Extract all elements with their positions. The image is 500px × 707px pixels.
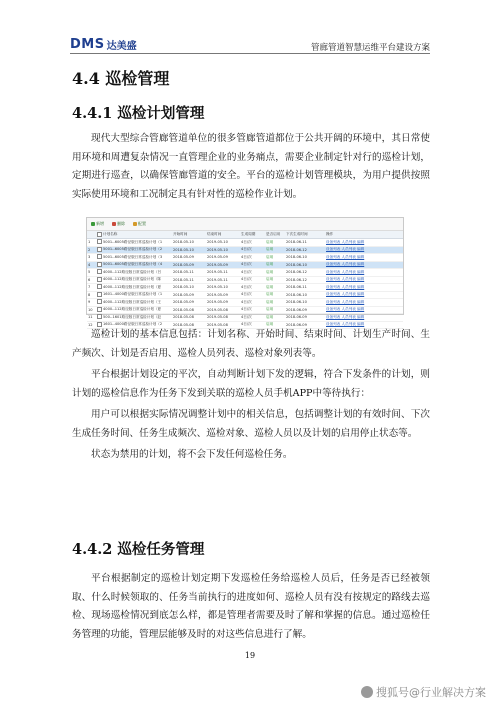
next-time-cell: 2018-06-11 [285,239,325,247]
row-index: 8 [87,291,96,299]
company-logo [70,37,137,52]
start-time-cell: 2018-05-11 [172,269,206,277]
start-time-cell: 2018-05-09 [172,254,206,262]
row-index: 2 [87,246,96,254]
column-header-checkbox[interactable] [96,231,102,239]
row-index: 3 [87,254,96,262]
status-cell: 启用 [265,291,285,299]
add-button[interactable]: 新增 [91,221,104,227]
table-row[interactable] [87,306,403,314]
page-header [0,0,500,52]
plan-name-cell: 4000--112路径版日常巡检计划（王 [102,299,172,307]
table-row[interactable] [87,261,403,269]
row-actions[interactable]: 设备列表 人员列表 编辑 [325,276,403,284]
next-time-cell: 2018-06-10 [285,291,325,299]
row-checkbox-cell[interactable] [96,284,102,292]
row-checkbox[interactable] [97,292,102,297]
row-checkbox[interactable] [97,247,102,252]
cycle-cell: 4日/次 [240,276,265,284]
config-button[interactable]: 配置 [133,221,146,227]
start-time-cell: 2018-05-08 [172,314,206,322]
page-number: 19 [244,651,256,660]
table-row[interactable] [87,299,403,307]
status-cell: 启用 [265,306,285,314]
status-cell: 启用 [265,254,285,262]
status-cell: 启用 [265,246,285,254]
next-time-cell: 2018-06-10 [285,254,325,262]
next-time-cell: 2018-06-09 [285,306,325,314]
row-actions[interactable]: 设备列表 人员列表 编辑 [325,291,403,299]
row-index: 7 [87,284,96,292]
cycle-cell: 4日/次 [240,254,265,262]
start-time-cell: 2018-05-10 [172,284,206,292]
section-heading: 4.4 巡检管理 [72,69,170,88]
row-checkbox[interactable] [97,277,102,282]
header-divider [70,53,430,54]
plan-table [87,231,403,329]
start-time-cell: 2018-05-11 [172,276,206,284]
next-time-cell: 2018-06-10 [285,261,325,269]
table-body [87,239,403,329]
cycle-cell: 4日/次 [240,239,265,247]
status-cell: 启用 [265,269,285,277]
end-time-cell: 2019-05-09 [206,291,240,299]
row-checkbox[interactable] [97,284,102,289]
start-time-cell: 2018-05-10 [172,246,206,254]
cycle-cell: 4日/次 [240,291,265,299]
row-actions[interactable]: 设备列表 人员列表 编辑 [325,269,403,277]
row-checkbox-cell[interactable] [96,254,102,262]
table-row[interactable] [87,284,403,292]
end-time-cell: 2019-05-10 [206,246,240,254]
table-header-row [87,231,403,239]
status-cell: 启用 [265,284,285,292]
status-cell: 启用 [265,321,285,329]
end-time-cell: 2019-05-08 [206,306,240,314]
column-header: 是否启用 [265,231,285,239]
status-cell: 启用 [265,314,285,322]
start-time-cell: 2018-05-09 [172,261,206,269]
column-header [87,231,96,239]
table-row[interactable] [87,239,403,247]
row-actions[interactable]: 设备列表 人员列表 编辑 [325,246,403,254]
end-time-cell: 2019-05-08 [206,321,240,329]
end-time-cell: 2019-05-09 [206,261,240,269]
row-checkbox[interactable] [97,269,102,274]
plan-name-cell: 500--1601路径版日常巡检计划（赵 [102,314,172,322]
column-header: 下次生成时间 [285,231,325,239]
plan-name-cell: 5001--6005路径版日常巡检计划（1 [102,239,172,247]
end-time-cell: 2019-05-11 [206,269,240,277]
next-time-cell: 2018-06-12 [285,269,325,277]
disabled-paragraph: 状态为禁用的计划，将不会下发任何巡检任务。 [91,449,293,460]
row-checkbox-cell[interactable] [96,269,102,277]
end-time-cell: 2019-05-09 [206,254,240,262]
row-checkbox[interactable] [97,307,102,312]
column-header: 生成周期 [240,231,265,239]
end-time-cell: 2019-05-08 [206,314,240,322]
row-actions[interactable]: 设备列表 人员列表 编辑 [325,254,403,262]
row-checkbox-cell[interactable] [96,299,102,307]
cycle-cell: 4日/次 [240,306,265,314]
config-icon [133,222,137,226]
logo-text: 达美盛 [106,41,137,52]
next-time-cell: 2018-06-10 [285,299,325,307]
cycle-cell: 4日/次 [240,246,265,254]
column-header: 操作 [325,231,403,239]
row-index: 9 [87,299,96,307]
row-checkbox-cell[interactable] [96,306,102,314]
start-time-cell: 2018-05-08 [172,306,206,314]
add-icon [91,222,95,226]
intro-paragraph: 现代大型综合管廊管道单位的很多管廊管道都位于公共开阔的环境中，其日常使用环境和周遭复杂情况一直管理企业的业务痛点，需要企业制定针对行的巡检计划，定期进行巡查，以确保管廊管道的安全。平台的巡检计划管理模块，为用户提供按照实际使用环境和工况制定具有针对性的巡检作业计划。 [72,133,430,200]
table-row[interactable] [87,246,403,254]
row-index: 11 [87,314,96,322]
start-time-cell: 2018-05-10 [172,239,206,247]
status-cell: 启用 [265,261,285,269]
row-checkbox-cell[interactable] [96,314,102,322]
plan-name-cell: 4000--112路径版日常巡检计划（吕 [102,269,172,277]
end-time-cell: 2019-05-11 [206,276,240,284]
column-header: 结束时间 [206,231,240,239]
row-checkbox[interactable] [97,299,102,304]
row-index: 5 [87,269,96,277]
plan-name-cell: 1601--4000路径版日常巡检计划（2 [102,321,172,329]
watermark [361,684,486,700]
basic-info-paragraph: 巡检计划的基本信息包括：计划名称、开始时间、结束时间、计划生产时间、生产频次、计划是否启用、巡检人员列表、巡检对象列表等。 [72,329,430,359]
end-time-cell: 2019-05-10 [206,284,240,292]
column-header: 开始时间 [172,231,206,239]
row-index: 10 [87,306,96,314]
plan-name-cell: 5001--6005路径版日常巡检计划（2 [102,246,172,254]
start-time-cell: 2018-05-08 [172,321,206,329]
sohu-icon [361,686,373,698]
row-checkbox-cell[interactable] [96,261,102,269]
table-row[interactable] [87,314,403,322]
cycle-cell: 4日/次 [240,314,265,322]
status-cell: 启用 [265,276,285,284]
table-row[interactable] [87,291,403,299]
dispatch-paragraph: 平台根据计划设定的平次，自动判断计划下发的逻辑，符合下发条件的计划，则计划的巡检信息作为任务下发到关联的巡检人员手机APP中等待执行： [72,369,430,399]
row-index: 1 [87,239,96,247]
document-title: 管廊管道智慧运维平台建设方案 [310,43,430,53]
select-all-checkbox[interactable] [97,232,102,237]
end-time-cell: 2019-05-09 [206,299,240,307]
table-row[interactable] [87,269,403,277]
delete-icon [112,222,116,226]
row-index: 12 [87,321,96,329]
row-actions[interactable]: 设备列表 人员列表 编辑 [325,299,403,307]
row-actions[interactable]: 设备列表 人员列表 编辑 [325,239,403,247]
plan-name-cell: 4000--112路径版日常巡检计划（夏 [102,306,172,314]
subsection-heading-task: 4.4.2 巡检任务管理 [72,541,205,558]
cycle-cell: 4日/次 [240,284,265,292]
start-time-cell: 2018-05-09 [172,291,206,299]
table-row[interactable] [87,276,403,284]
row-actions[interactable]: 设备列表 人员列表 编辑 [325,321,403,329]
plan-name-cell: 4000--112路径版日常巡检计划（夏 [102,284,172,292]
row-checkbox-cell[interactable] [96,276,102,284]
cycle-cell: 4日/次 [240,321,265,329]
watermark-text: 搜狐号@行业解决方案 [376,686,486,699]
row-actions[interactable]: 设备列表 人员列表 编辑 [325,284,403,292]
plan-name-cell: 5001--6005路径版日常巡检计划（3 [102,254,172,262]
logo-mark: DMS [70,37,105,52]
row-checkbox-cell[interactable] [96,291,102,299]
next-time-cell: 2018-06-11 [285,284,325,292]
table-row[interactable] [87,254,403,262]
end-time-cell: 2019-05-10 [206,239,240,247]
plan-name-cell: 1601--4000路径版日常巡检计划（1 [102,291,172,299]
row-index: 4 [87,261,96,269]
plan-name-cell: 5001--6005路径版日常巡检计划（4 [102,261,172,269]
row-actions[interactable]: 设备列表 人员列表 编辑 [325,314,403,322]
status-cell: 启用 [265,299,285,307]
row-checkbox[interactable] [97,239,102,244]
row-actions[interactable]: 设备列表 人员列表 编辑 [325,261,403,269]
cycle-cell: 4日/次 [240,269,265,277]
task-paragraph: 平台根据制定的巡检计划定期下发巡检任务给巡检人员后，任务是否已经被领取、什么时候领取的、任务当前执行的进度如何、巡检人员有没有按规定的路线去巡检、现场巡检情况到底怎么样，都是管理者需要及时了解和掌握的信息。通过巡检任务管理的功能，管理层能够及时的对这些信息进行了解。 [72,573,430,640]
cycle-cell: 4日/次 [240,299,265,307]
row-checkbox-cell[interactable] [96,246,102,254]
next-time-cell: 2018-06-09 [285,314,325,322]
row-checkbox[interactable] [97,314,102,319]
cycle-cell: 4日/次 [240,261,265,269]
next-time-cell: 2018-06-12 [285,276,325,284]
row-checkbox-cell[interactable] [96,239,102,247]
status-cell: 启用 [265,239,285,247]
row-checkbox[interactable] [97,254,102,259]
delete-button[interactable]: 删除 [112,221,125,227]
plan-name-cell: 4000--112路径版日常巡检计划（陈 [102,276,172,284]
next-time-cell: 2018-06-09 [285,321,325,329]
row-checkbox[interactable] [97,262,102,267]
plan-table-screenshot [86,217,404,327]
table-toolbar [87,218,403,231]
adjust-paragraph: 用户可以根据实际情况调整计划中的相关信息，包括调整计划的有效时间、下次生成任务时间、任务生成频次、巡检对象、巡检人员以及计划的启用停止状态等。 [72,409,430,439]
row-index: 6 [87,276,96,284]
row-actions[interactable]: 设备列表 人员列表 编辑 [325,306,403,314]
next-time-cell: 2018-06-12 [285,246,325,254]
start-time-cell: 2018-05-09 [172,299,206,307]
column-header: 计划名称 [102,231,172,239]
subsection-heading-plan: 4.4.1 巡检计划管理 [72,105,205,122]
